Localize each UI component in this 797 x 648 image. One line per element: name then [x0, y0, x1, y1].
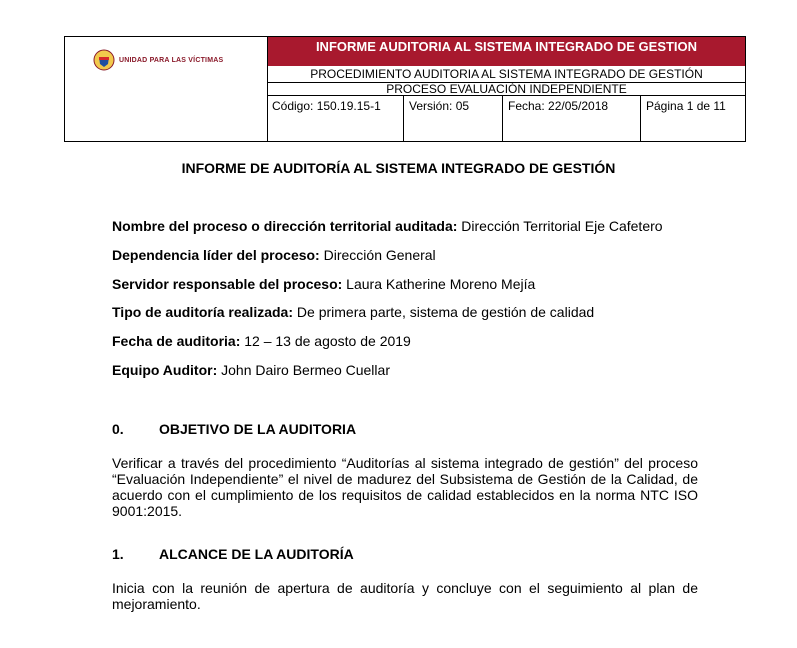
document-header [64, 36, 746, 142]
procedure-name: PROCEDIMIENTO AUDITORIA AL SISTEMA INTEGRADO DE GESTIÓN [268, 66, 745, 83]
section-text-objective: Verificar a través del procedimiento “Auditorías al sistema integrado de gestión” del proceso “Evaluación Independiente” el nivel de madurez del Subsistema de Gestión de la Calidad, de acuerdo con el cumplimiento de los requisitos de calidad establecidos en la norma NTC ISO 9001:2015. [112, 455, 698, 519]
header-title: INFORME AUDITORIA AL SISTEMA INTEGRADO DE GESTION [268, 37, 745, 66]
page-number: Página 1 de 11 [646, 99, 726, 113]
logo-text: UNIDAD PARA LAS VÍCTIMAS [119, 56, 224, 64]
field-lead-dependency: Dependencia líder del proceso: Dirección General [112, 247, 436, 263]
logo [93, 49, 223, 71]
document-code: Código: 150.19.15-1 [268, 96, 404, 141]
field-audit-date: Fecha de auditoria: 12 – 13 de agosto de 2019 [112, 333, 411, 349]
field-audit-type: Tipo de auditoría realizada: De primera parte, sistema de gestión de calidad [112, 304, 595, 320]
process-name: PROCESO EVALUACIÓN INDEPENDIENTE [268, 83, 745, 96]
coat-of-arms-icon [93, 49, 115, 71]
document-date: Fecha: 22/05/2018 [504, 96, 641, 141]
field-process-name: Nombre del proceso o dirección territorial auditada: Dirección Territorial Eje Cafetero [112, 218, 663, 234]
section-heading-objective: 0. OBJETIVO DE LA AUDITORIA [112, 421, 357, 437]
logo-cell [65, 37, 268, 141]
section-text-scope: Inicia con la reunión de apertura de auditoría y concluye con el seguimiento al plan de mejoramiento. [112, 580, 698, 612]
field-responsible-server: Servidor responsable del proceso: Laura Katherine Moreno Mejía [112, 276, 536, 292]
field-audit-team: Equipo Auditor: John Dairo Bermeo Cuellar [112, 362, 390, 378]
document-title: INFORME DE AUDITORÍA AL SISTEMA INTEGRADO DE GESTIÓN [181, 160, 616, 176]
document-version: Versión: 05 [405, 96, 503, 141]
section-heading-scope: 1. ALCANCE DE LA AUDITORÍA [112, 546, 354, 562]
